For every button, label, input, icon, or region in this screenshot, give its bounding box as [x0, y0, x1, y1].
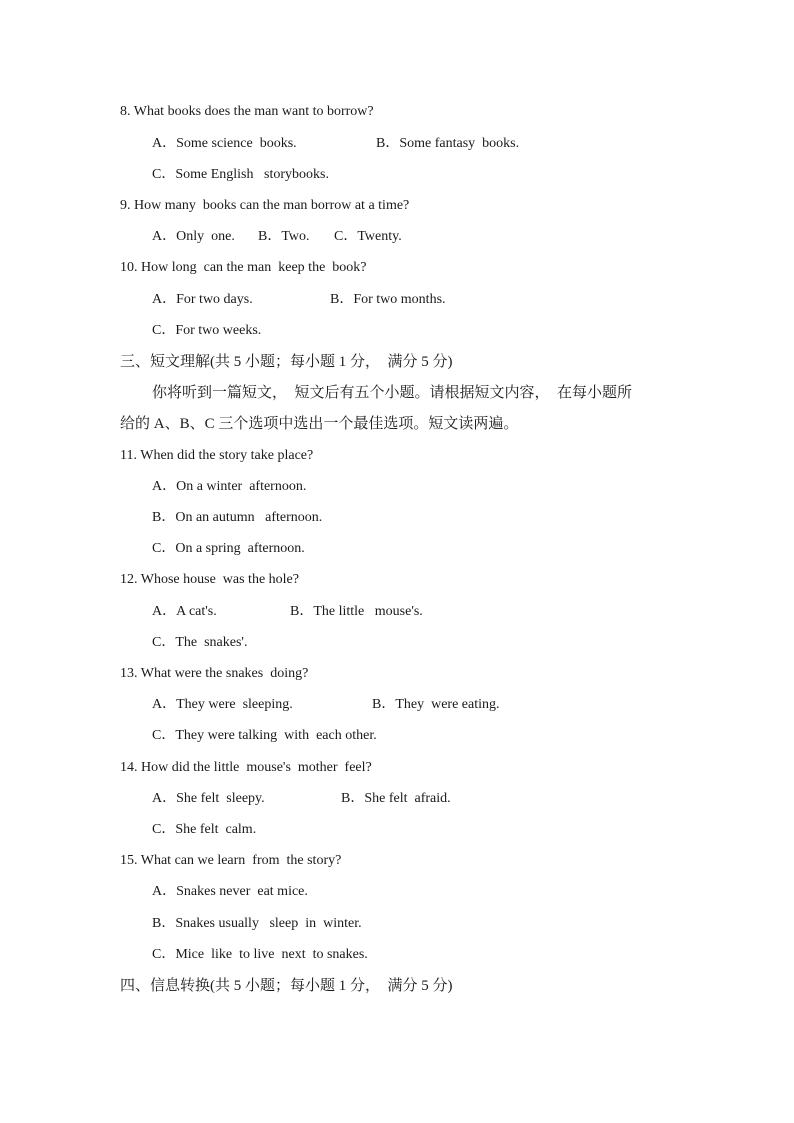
option-8a: A．Some science books.	[152, 136, 297, 151]
option-8b: B．Some fantasy books.	[376, 136, 520, 151]
option-14c: C．She felt calm.	[152, 822, 257, 837]
option-15c: C．Mice like to live next to snakes.	[152, 947, 368, 962]
question-9: 9. How many books can the man borrow at a time?	[120, 198, 410, 213]
option-10b: B．For two months.	[330, 292, 446, 307]
section-3-instruction-1: 你将听到一篇短文， 短文后有五个小题。请根据短文内容， 在每小题所	[152, 385, 633, 401]
section-4-heading: 四、信息转换(共 5 小题；每小题 1 分， 满分 5 分)	[120, 978, 453, 994]
option-14a: A．She felt sleepy.	[152, 791, 265, 806]
question-13: 13. What were the snakes doing?	[120, 666, 309, 681]
option-11a: A．On a winter afternoon.	[152, 479, 307, 494]
option-15a: A．Snakes never eat mice.	[152, 884, 308, 899]
option-13c: C．They were talking with each other.	[152, 728, 377, 743]
question-8: 8. What books does the man want to borrow?	[120, 104, 374, 119]
option-15b: B．Snakes usually sleep in winter.	[152, 916, 362, 931]
option-10c: C．For two weeks.	[152, 323, 262, 338]
question-15: 15. What can we learn from the story?	[120, 853, 342, 868]
section-3-heading: 三、短文理解(共 5 小题；每小题 1 分， 满分 5 分)	[120, 354, 453, 370]
option-9c: C．Twenty.	[334, 229, 402, 244]
option-13a: A．They were sleeping.	[152, 697, 293, 712]
option-11b: B．On an autumn afternoon.	[152, 510, 323, 525]
option-12a: A．A cat's.	[152, 604, 217, 619]
option-13b: B．They were eating.	[372, 697, 500, 712]
option-12b: B．The little mouse's.	[290, 604, 423, 619]
question-14: 14. How did the little mouse's mother feel?	[120, 760, 372, 775]
option-9b: B．Two.	[258, 229, 310, 244]
question-12: 12. Whose house was the hole?	[120, 572, 299, 587]
question-10: 10. How long can the man keep the book?	[120, 260, 367, 275]
question-11: 11. When did the story take place?	[120, 448, 314, 463]
option-10a: A．For two days.	[152, 292, 253, 307]
section-3-instruction-2: 给的 A、B、C 三个选项中选出一个最佳选项。短文读两遍。	[120, 416, 519, 432]
option-14b: B．She felt afraid.	[341, 791, 451, 806]
option-9a: A．Only one.	[152, 229, 235, 244]
option-11c: C．On a spring afternoon.	[152, 541, 305, 556]
option-8c: C．Some English storybooks.	[152, 167, 329, 182]
option-12c: C．The snakes'.	[152, 635, 248, 650]
